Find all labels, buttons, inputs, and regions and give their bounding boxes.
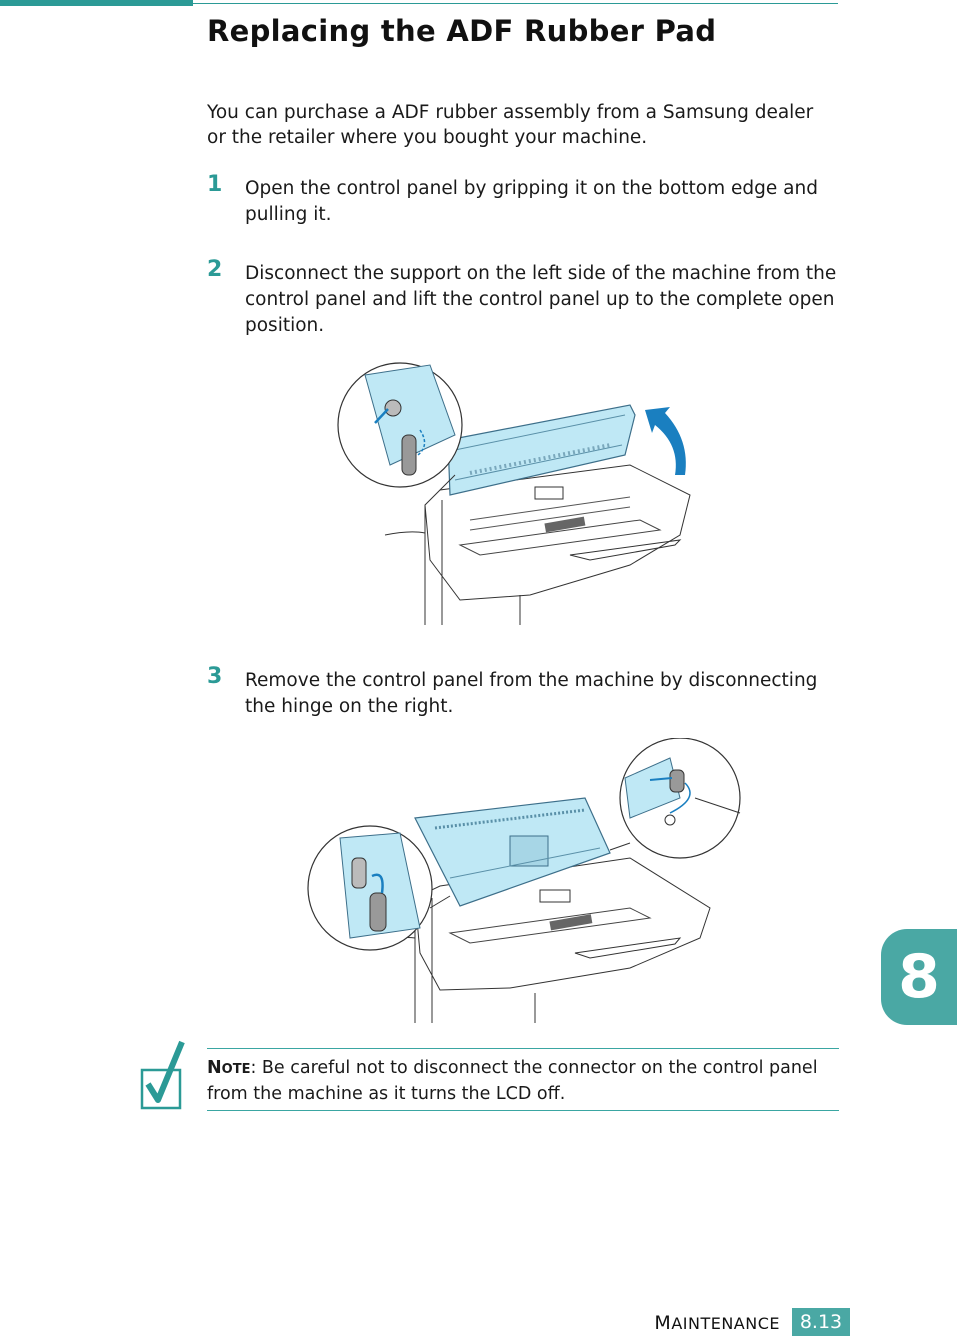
step-number: 2 [207, 257, 223, 282]
note-rule-bottom [207, 1110, 839, 1111]
footer-section-label: MAINTENANCE [654, 1312, 780, 1334]
control-panel-open-illustration [330, 355, 710, 630]
page-number: 8.13 [792, 1308, 850, 1336]
step-number: 3 [207, 664, 223, 689]
page-title: Replacing the ADF Rubber Pad [207, 14, 717, 48]
intro-paragraph: You can purchase a ADF rubber assembly from a Samsung dealer or the retailer where you bought your machine. [207, 102, 814, 148]
step-text: Open the control panel by gripping it on the bottom edge and pulling it. [245, 178, 818, 225]
note-text [207, 1056, 832, 1106]
note-label: NOTE [207, 1058, 251, 1078]
header-rule [193, 3, 838, 4]
control-panel-removal-illustration [300, 738, 750, 1023]
check-note-icon [138, 1040, 186, 1112]
step-text: Disconnect the support on the left side of the machine from the control panel and lift the control panel up to the complete open position. [245, 263, 837, 336]
step-text: Remove the control panel from the machine by disconnecting the hinge on the right. [245, 670, 818, 717]
note-body: : Be careful not to disconnect the connector on the control panel from the machine as it turns the LCD off. [207, 1058, 818, 1104]
header-accent-bar [0, 0, 193, 6]
chapter-tab: 8 [881, 929, 957, 1025]
note-rule-top [207, 1048, 839, 1049]
step-number: 1 [207, 172, 223, 197]
